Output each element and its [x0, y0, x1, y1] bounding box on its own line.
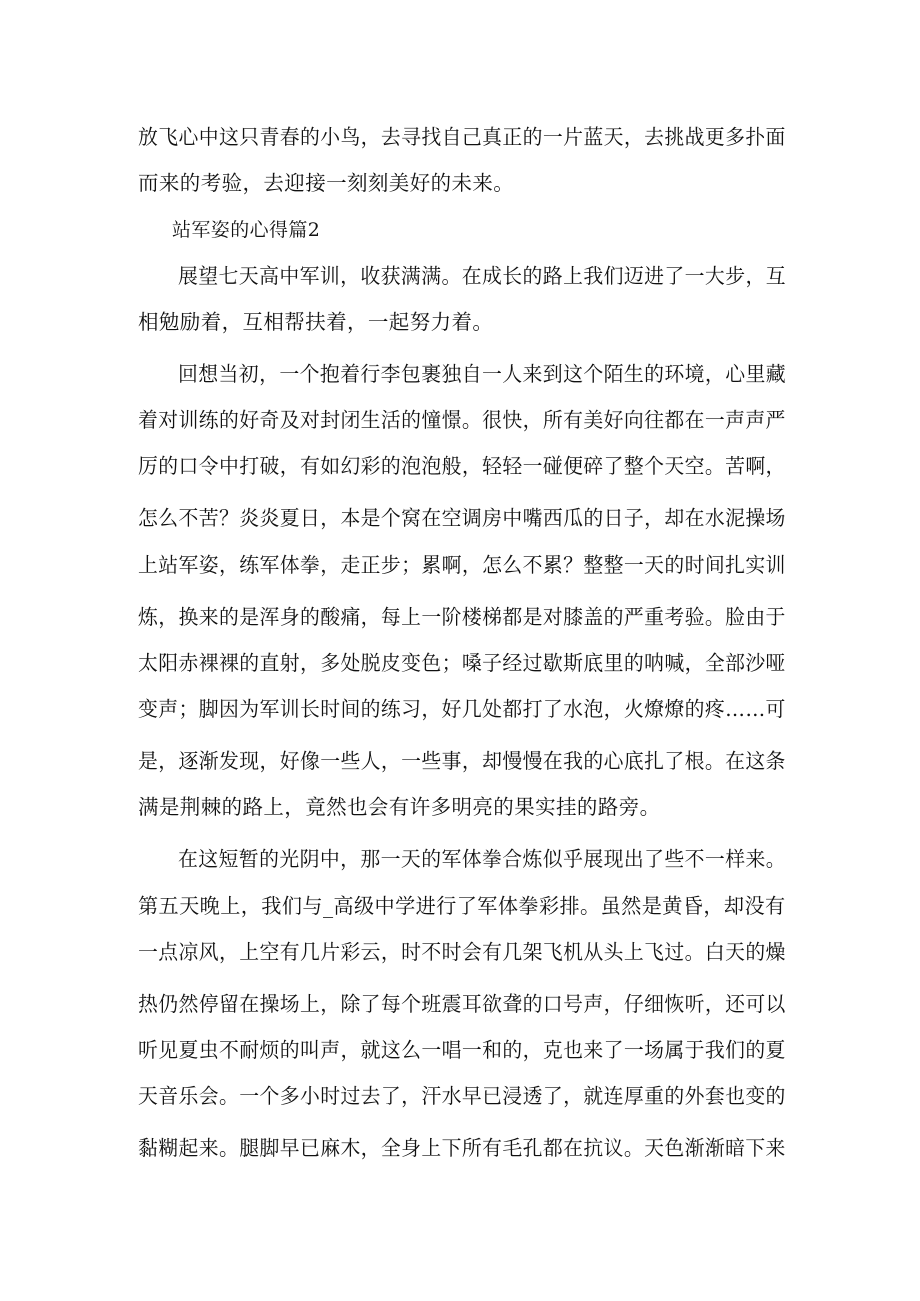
text-line: 厉的口令中打破，有如幻彩的泡泡般，轻轻一碰便碎了整个天空。苦啊，	[138, 454, 786, 478]
text-line: 上站军姿，练军体拳，走正步；累啊，怎么不累？整整一天的时间扎实训	[138, 553, 786, 577]
text-line: 太阳赤裸裸的直射，多处脱皮变色；嗓子经过歇斯底里的呐喊，全部沙哑	[138, 651, 786, 675]
text-line: 回想当初，一个抱着行李包裹独自一人来到这个陌生的环境，心里藏	[178, 362, 786, 386]
text-line: 在这短暂的光阴中，那一天的军体拳合炼似乎展现出了些不一样来。	[178, 847, 786, 871]
text-line: 满是荆棘的路上，竟然也会有许多明亮的果实挂的路旁。	[138, 795, 661, 819]
text-line: 热仍然停留在操场上，除了每个班震耳欲聋的口号声，仔细恢听，还可以	[138, 992, 786, 1016]
text-line: 第五天晚上，我们与_高级中学进行了军体拳彩排。虽然是黄昏，却没有	[138, 894, 786, 918]
text-line: 炼，换来的是浑身的酸痛，每上一阶楼梯都是对膝盖的严重考验。脸由于	[138, 605, 786, 629]
text-line: 放飞心中这只青春的小鸟，去寻找自己真正的一片蓝天，去挑战更多扑面	[138, 125, 786, 149]
text-line: 天音乐会。一个多小时过去了，汗水早已浸透了，就连厚重的外套也变的	[138, 1084, 786, 1108]
text-line: 变声；脚因为军训长时间的练习，好几处都打了水泡，火燎燎的疼……可	[138, 697, 786, 721]
text-line: 一点凉风，上空有几片彩云，时不时会有几架飞机从头上飞过。白天的燥	[138, 940, 786, 964]
text-line: 是，逐渐发现，好像一些人，一些事，却慢慢在我的心底扎了根。在这条	[138, 749, 786, 773]
text-line: 着对训练的好奇及对封闭生活的憧憬。很快，所有美好向往都在一声声严	[138, 408, 786, 432]
section-heading: 站军姿的心得篇2	[172, 219, 321, 241]
text-line: 怎么不苦？炎炎夏日，本是个窝在空调房中嘴西瓜的日子，却在水泥操场	[138, 506, 786, 530]
text-line: 展望七天高中军训，收获满满。在成长的路上我们迈进了一大步，互	[178, 264, 786, 288]
text-line: 听见夏虫不耐烦的叫声，就这么一唱一和的，克也来了一场属于我们的夏	[138, 1038, 786, 1062]
text-line: 相勉励着，互相帮扶着，一起努力着。	[138, 310, 494, 334]
text-line: 黏糊起来。腿脚早已麻木，全身上下所有毛孔都在抗议。天色渐渐暗下来	[138, 1136, 786, 1160]
text-line: 而来的考验，去迎接一刻刻美好的未来。	[138, 171, 515, 195]
